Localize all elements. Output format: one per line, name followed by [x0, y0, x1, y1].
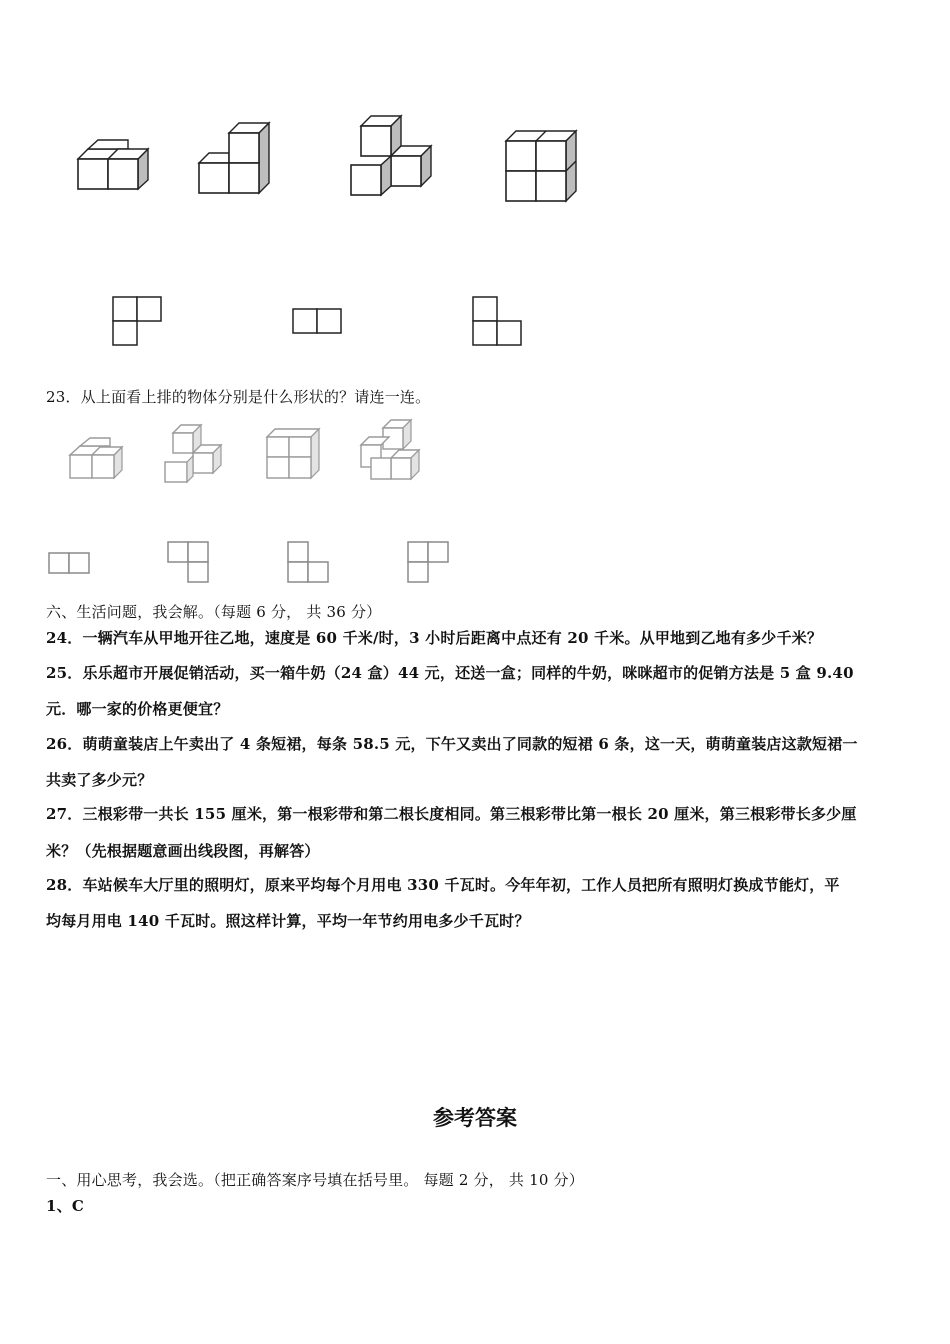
- problem-25-line-2: 元．哪一家的价格更便宜？: [46, 700, 229, 718]
- problem-26-line-2: 共卖了多少元？: [46, 771, 153, 789]
- problem-24: 24．一辆汽车从甲地开往乙地，速度是 60 千米/时，3 小时后距离中点还有 20 千米。从甲地到乙地有多少千米？: [46, 629, 823, 647]
- figure-q23-cubes: [0, 0, 950, 600]
- problem-28-line-2: 均每月用电 140 千瓦时。照这样计算，平均一年节约用电多少千瓦时？: [46, 912, 530, 930]
- problem-28-line-1: 28．车站候车大厅里的照明灯，原来平均每个月用电 330 千瓦时。今年年初，工作人员把所有照明灯换成节能灯，平: [46, 876, 840, 894]
- q23-object-2: [165, 425, 221, 482]
- answers-title: 参考答案: [433, 1106, 517, 1130]
- section-6-header: 六、生活问题，我会解。（每题 6 分， 共 36 分）: [46, 603, 382, 621]
- q23-object-1: [70, 438, 122, 478]
- problem-27-line-1: 27．三根彩带一共长 155 厘米，第一根彩带和第二根长度相同。第三根彩带比第一根长 20 厘米，第三根彩带长多少厘: [46, 805, 857, 823]
- q23-object-3: [267, 429, 319, 478]
- problem-26-line-1: 26．萌萌童装店上午卖出了 4 条短裙，每条 58.5 元，下午又卖出了同款的短裙 6 条，这一天，萌萌童装店这款短裙一: [46, 735, 858, 753]
- q23-view-1: [49, 553, 89, 573]
- q23-view-2: [168, 542, 208, 582]
- q23-object-4: [361, 420, 419, 479]
- q23-view-4: [408, 542, 448, 582]
- q23-view-3: [288, 542, 328, 582]
- problem-27-line-2: 米？（先根据题意画出线段图，再解答）: [46, 842, 320, 860]
- answer-item-1: 1、C: [46, 1197, 84, 1215]
- problem-25-line-1: 25．乐乐超市开展促销活动，买一箱牛奶（24 盒）44 元，还送一盒；同样的牛奶，咪咪超市的促销方法是 5 盒 9.40: [46, 664, 854, 682]
- answers-section-1: 一、用心思考，我会选。（把正确答案序号填在括号里。 每题 2 分， 共 10 分）: [46, 1171, 584, 1189]
- question-23: 23．从上面看上排的物体分别是什么形状的？请连一连。: [46, 388, 431, 406]
